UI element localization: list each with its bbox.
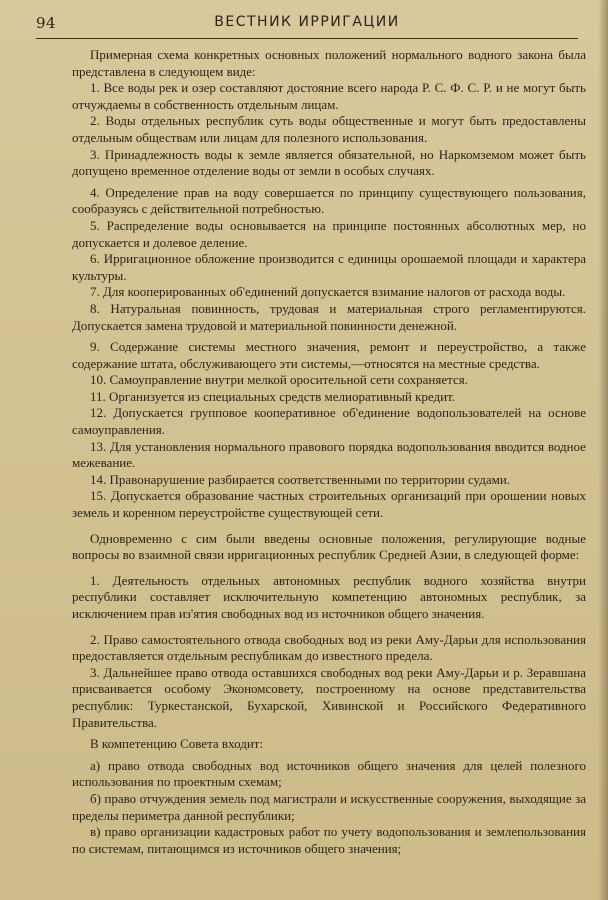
competence-item-v: в) право организации кадастровых работ по учету водопользования и землепользования по системам, питающимся из источников общего значения; <box>72 824 586 856</box>
list-item-4: 4. Определение прав на воду совершается по принципу существующего пользования, сообразуясь с действительной потребностью. <box>72 184 586 217</box>
list-item-6: 6. Ирригационное обложение производится с единицы орошаемой площади и характера культуры. <box>72 251 586 283</box>
body-text <box>72 47 586 857</box>
provision-1: 1. Деятельность отдельных автономных республик водного хозяйства внутри республики составляет исключительную компетенцию автономных республик, за исключением прав из'ятия свободных вод из источников общего значения. <box>72 572 586 621</box>
page-edge-shadow <box>598 0 608 900</box>
list-item-15: 15. Допускается образование частных строительных организаций при орошении новых земель и коренном переустройстве существующей сети. <box>72 488 586 521</box>
intro-paragraph: Примерная схема конкретных основных положений нормального водного закона была представлена в следующем виде: <box>72 47 586 79</box>
running-title: ВЕСТНИК ИРРИГАЦИИ <box>214 14 400 30</box>
list-item-10: 10. Самоуправление внутри мелкой оросительной сети сохраняется. <box>90 372 468 388</box>
council-competence-heading: В компетенцию Совета входит: <box>90 736 264 752</box>
section-intro-paragraph: Одновременно с сим были введены основные положения, регулирующие водные вопросы во взаимной связи ирригационных республик Средней Азии, в следующей форме: <box>72 530 586 563</box>
competence-item-a: а) право отвода свободных вод источников общего значения для целей полезного использования по проектным схемам; <box>72 757 586 790</box>
list-item-1: 1. Все воды рек и озер составляют достояние всего народа Р. С. Ф. С. Р. и не могут быть отчуждаемы в собственность отдельным лицам. <box>72 80 586 112</box>
page-header <box>36 14 578 36</box>
page-number: 94 <box>36 14 57 32</box>
competence-item-b: б) право отчуждения земель под магистрали и искусственные сооружения, выходящие за пределы периметра данной республики; <box>72 790 586 823</box>
list-item-7: 7. Для кооперированных об'единений допускается взимание налогов от расхода воды. <box>90 284 566 300</box>
list-item-13: 13. Для установления нормального правового порядка водопользования вводится водное межевание. <box>72 438 586 471</box>
list-item-5: 5. Распределение воды основывается на принципе постоянных абсолютных мер, но допускается и долевое деление. <box>72 217 586 250</box>
list-item-8: 8. Натуральная повинность, трудовая и материальная строго регламентируются. Допускается замена трудовой и материальной повинности денежной. <box>72 300 586 333</box>
header-rule <box>36 38 578 39</box>
provision-2: 2. Право самостоятельного отвода свободных вод из реки Аму-Дарьи для использования предоставляется отдельным республикам до известного предела. <box>72 631 586 664</box>
list-item-14: 14. Правонарушение разбирается соответственными по территории судами. <box>90 471 511 487</box>
list-item-3: 3. Принадлежность воды к земле является обязательной, но Наркомземом может быть допущено временное отделение воды от земли в особых случаях. <box>72 146 586 179</box>
provision-3: 3. Дальнейшее право отвода оставшихся свободных вод реки Аму-Дарьи и р. Зеравшана присваивается особому Экономсовету, построенному на основе представительства республик: Туркестанской, Бухарской, Хивинской и Российского Федеративного Правительства. <box>72 664 586 730</box>
list-item-11: 11. Организуется из специальных средств мелиоративный кредит. <box>90 388 456 404</box>
list-item-9: 9. Содержание системы местного значения, ремонт и переустройство, а также содержание штата, обслуживающего эти системы,—относятся на местные средства. <box>72 339 586 371</box>
list-item-2: 2. Воды отдельных республик суть воды общественные и могут быть предоставлены отдельным обществам или лицам для полезного использования. <box>72 113 586 145</box>
list-item-12: 12. Допускается групповое кооперативное об'единение водопользователей на основе самоуправления. <box>72 405 586 438</box>
